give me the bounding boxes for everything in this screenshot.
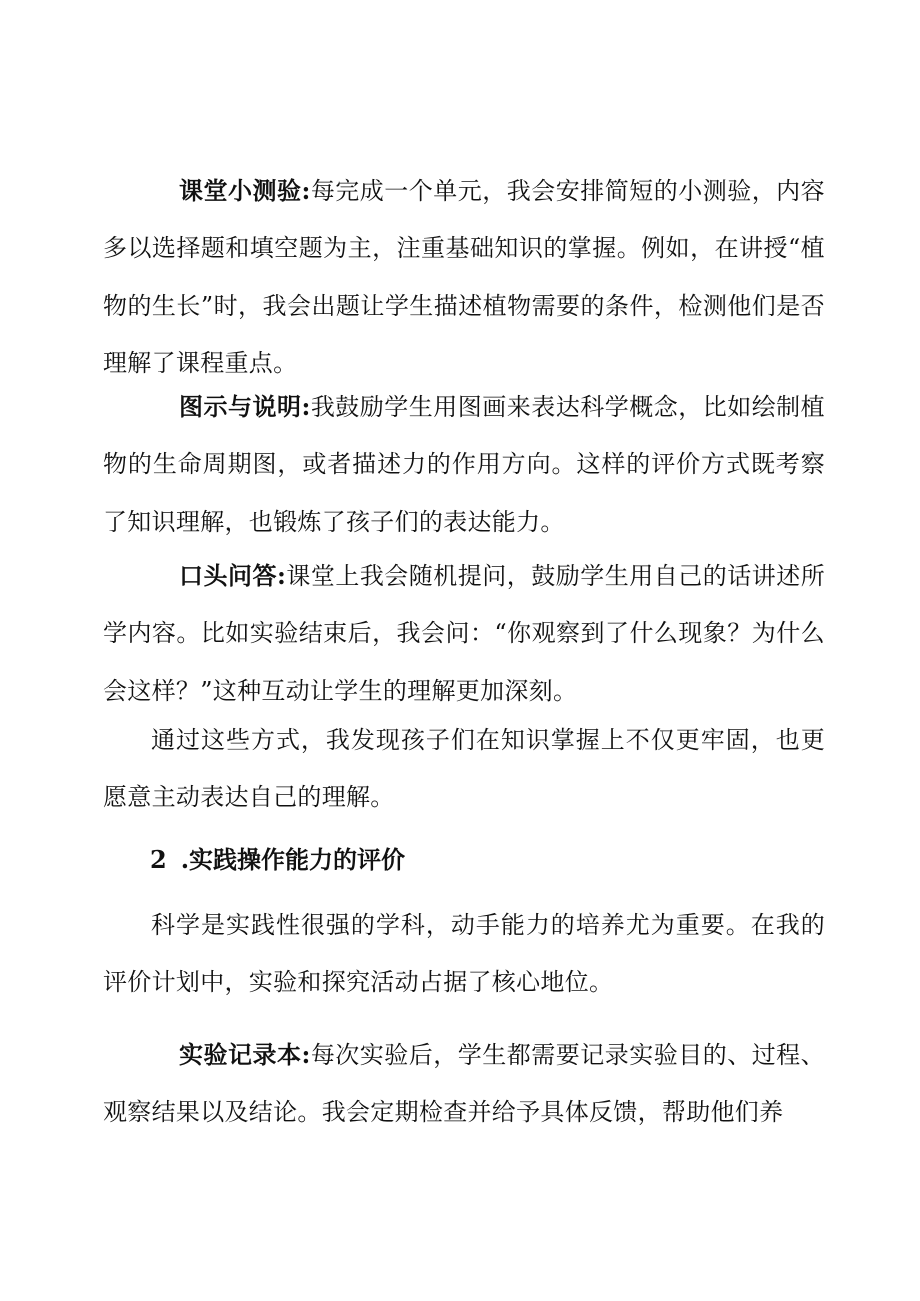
- paragraph-summary: [103, 712, 825, 827]
- paragraph-diagram: [103, 378, 825, 551]
- paragraph-label: 实验记录本:: [179, 1040, 311, 1069]
- paragraph-text: 每次实验后，学生都需要记录实验目的、过程、观察结果以及结论。我会定期检查并给予具体反馈，帮助他们养: [103, 1041, 825, 1127]
- section-heading: [150, 840, 405, 880]
- paragraph-oral: [103, 547, 825, 720]
- paragraph-text: 课堂上我会随机提问，鼓励学生用自己的话讲述所学内容。比如实验结束后，我会问：“你观察到了什么现象？为什么会这样？”这种互动让学生的理解更加深刻。: [103, 562, 825, 705]
- paragraph-label: 课堂小测验:: [179, 176, 311, 205]
- section-number: 2: [150, 845, 167, 874]
- paragraph-intro: [103, 897, 825, 1012]
- paragraph-quiz: [103, 162, 825, 392]
- paragraph-label: 图示与说明:: [179, 392, 311, 421]
- section-title: .实践操作能力的评价: [180, 845, 406, 874]
- paragraph-text: 我鼓励学生用图画来表达科学概念，比如绘制植物的生命周期图，或者描述力的作用方向。这样的评价方式既考察了知识理解，也锻炼了孩子们的表达能力。: [103, 393, 825, 536]
- paragraph-label: 口头问答:: [179, 561, 287, 590]
- paragraph-text: 通过这些方式，我发现孩子们在知识掌握上不仅更牢固，也更愿意主动表达自己的理解。: [103, 726, 825, 812]
- paragraph-text: 每完成一个单元，我会安排简短的小测验，内容多以选择题和填空题为主，注重基础知识的掌握。例如，在讲授“植物的生长”时，我会出题让学生描述植物需要的条件，检测他们是否理解了课程重点。: [103, 177, 825, 377]
- paragraph-text: 科学是实践性很强的学科，动手能力的培养尤为重要。在我的评价计划中，实验和探究活动占据了核心地位。: [103, 911, 825, 997]
- paragraph-notebook: [103, 1026, 825, 1142]
